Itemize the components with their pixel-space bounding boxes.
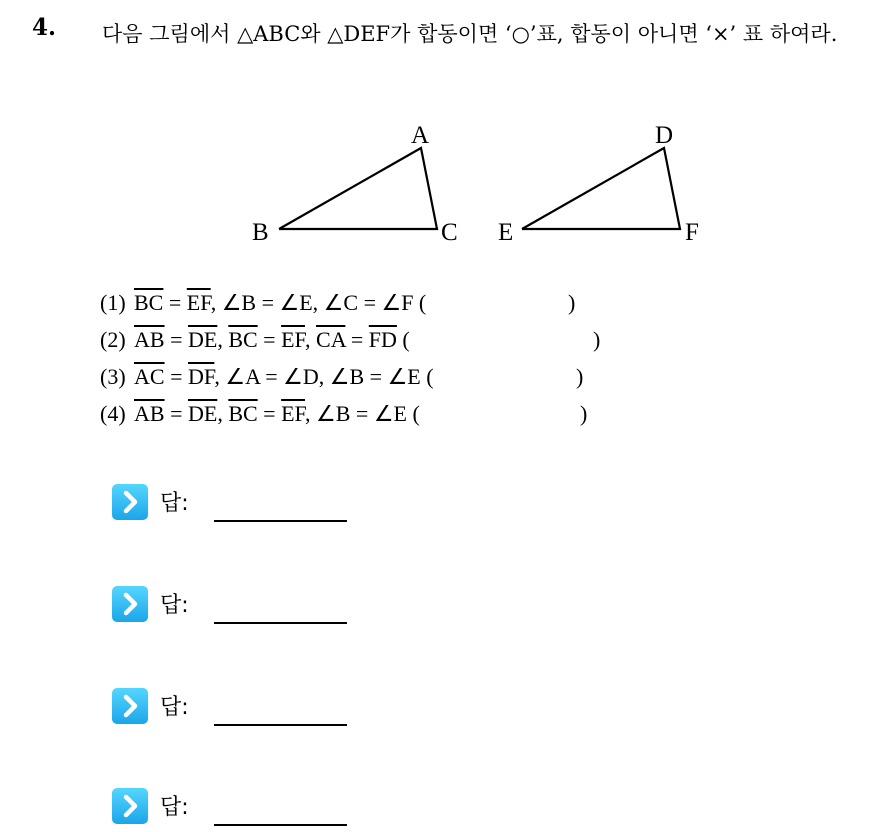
vertex-label-a: A [411, 122, 430, 149]
triangle-abc [279, 148, 437, 229]
equals-sign: = [257, 327, 282, 352]
separator-text: , [305, 327, 317, 352]
sub-question-condition [134, 321, 410, 358]
segment-bc: $\overline{BC}$ [228, 327, 258, 352]
separator-text: , [217, 401, 229, 426]
sub-question-number: (2) [100, 327, 126, 352]
answer-blank-line[interactable] [214, 824, 347, 826]
segment-ac: $\overline{AC}$ [134, 364, 165, 389]
answer-paren-close: ) [580, 401, 588, 426]
segment-ab: $\overline{AB}$ [134, 401, 165, 426]
sub-question-list [100, 284, 601, 432]
answer-blank-line[interactable] [214, 520, 347, 522]
sub-question-number: (4) [100, 401, 126, 426]
segment-df: $\overline{DF}$ [187, 364, 215, 389]
sub-question-condition [134, 284, 426, 321]
segment-bc: $\overline{BC}$ [228, 401, 258, 426]
segment-de: $\overline{DE}$ [187, 327, 218, 352]
answer-label: 답: [160, 593, 189, 618]
separator-text: , [217, 327, 229, 352]
vertex-label-c: C [441, 219, 458, 246]
sub-question-condition [134, 358, 434, 395]
chevron-right-icon [112, 484, 148, 520]
triangle-def [522, 148, 680, 229]
condition-text: ( [396, 327, 410, 352]
equals-sign: = [164, 364, 188, 389]
answer-row-2 [112, 586, 412, 626]
condition-text: , ∠A = ∠D, ∠B = ∠E ( [214, 364, 434, 389]
answer-blank-line[interactable] [214, 724, 347, 726]
sub-question-3 [100, 358, 584, 395]
segment-ef: $\overline{EF}$ [186, 290, 211, 315]
vertex-label-f: F [685, 219, 699, 246]
question-text: 다음 그림에서 △ABC와 △DEF가 합동이면 ‘○’표, 합동이 아니면 ‘×’ 표 하여라. [102, 22, 838, 46]
answer-label: 답: [160, 795, 189, 820]
segment-ca: $\overline{CA}$ [316, 327, 346, 352]
sub-question-condition [134, 395, 420, 432]
segment-ef: $\overline{EF}$ [281, 327, 306, 352]
segment-ab: $\overline{AB}$ [134, 327, 165, 352]
answer-label: 답: [160, 695, 189, 720]
chevron-right-icon [112, 586, 148, 622]
chevron-right-icon [112, 788, 148, 824]
condition-text: , ∠B = ∠E ( [305, 401, 420, 426]
segment-ef: $\overline{EF}$ [281, 401, 306, 426]
answer-paren-close: ) [576, 364, 584, 389]
sub-question-2 [100, 321, 601, 358]
segment-fd: $\overline{FD}$ [368, 327, 397, 352]
answer-row-3 [112, 688, 412, 728]
vertex-label-b: B [252, 219, 269, 246]
answer-label: 답: [160, 491, 189, 516]
sub-question-4 [100, 395, 588, 432]
condition-text: , ∠B = ∠E, ∠C = ∠F ( [210, 290, 427, 315]
sub-question-number: (1) [100, 290, 126, 315]
answer-row-4 [112, 788, 412, 828]
segment-bc: $\overline{BC}$ [134, 290, 164, 315]
answer-paren-close: ) [593, 327, 601, 352]
answer-row-1 [112, 484, 412, 524]
segment-de: $\overline{DE}$ [187, 401, 218, 426]
sub-question-number: (3) [100, 364, 126, 389]
equals-sign: = [345, 327, 369, 352]
answer-blank-line[interactable] [214, 622, 347, 624]
equals-sign: = [163, 290, 187, 315]
question-number: 4. [32, 14, 57, 41]
equals-sign: = [164, 401, 188, 426]
sub-question-1 [100, 284, 576, 321]
answer-paren-close: ) [568, 290, 576, 315]
chevron-right-icon [112, 688, 148, 724]
vertex-label-d: D [655, 122, 674, 149]
equals-sign: = [164, 327, 188, 352]
equals-sign: = [257, 401, 282, 426]
vertex-label-e: E [498, 219, 514, 246]
